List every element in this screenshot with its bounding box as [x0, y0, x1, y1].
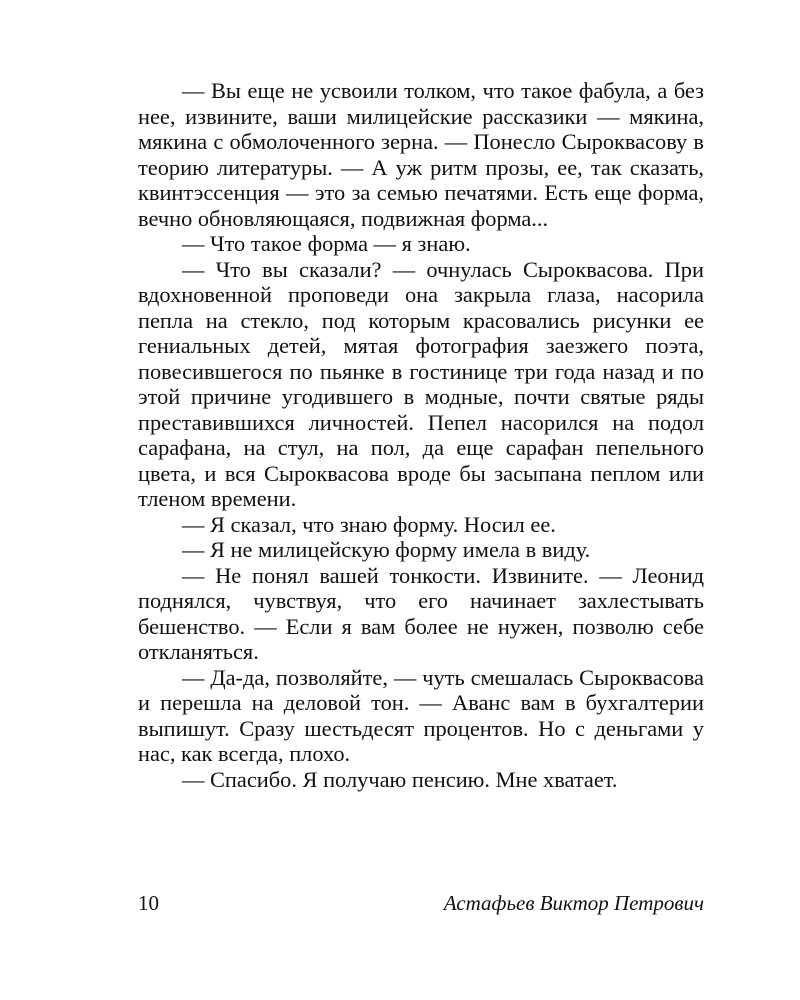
paragraph: — Спасибо. Я получаю пенсию. Мне хватает. — [182, 766, 618, 792]
paragraph: — Что вы сказали? — очнулась Сыроквасова. При вдохновенной проповеди она закрыла глаза, насорила пепла на стекло, под которым красовались рисунки ее гениальных детей, мятая фотография заезжего поэта, повесившегося по пьянке в гостинице три года назад и по этой причине угодившего в модные, почти святые ряды преставившихся личностей. Пепел насорился на подол сарафана, на стул, на пол, да еще сарафан пепельного цвета, и вся Сыроквасова вроде бы засыпана пеплом или тленом времени. — [138, 256, 704, 511]
running-title: Астафьев Виктор Петрович — [443, 891, 704, 915]
paragraph: — Да-да, позволяйте, — чуть смешалась Сыроквасова и перешла на деловой тон. — Аванс вам в бухгалтерии выпишут. Сразу шестьдесят процентов. Но с деньгами у нас, как всегда, плохо. — [138, 664, 704, 766]
paragraph: — Вы еще не усвоили толком, что такое фабула, а без нее, извините, ваши милицейские рассказики — мякина, мякина с обмолоченного зерна. — Понесло Сыроквасову в теорию литературы. — А уж ритм прозы, ее, так сказать, квинтэссенция — это за семью печатями. Есть еще форма, вечно обновляющаяся, подвижная форма... — [138, 78, 704, 231]
page-number: 10 — [138, 891, 159, 915]
paragraph: — Я не милицейскую форму имела в виду. — [182, 537, 591, 562]
paragraph: — Я сказал, что знаю форму. Носил ее. — [182, 511, 556, 537]
paragraph: — Что такое форма — я знаю. — [182, 231, 471, 256]
paragraph: — Не понял вашей тонкости. Извините. — Леонид поднялся, чувствуя, что его начинает захлестывать бешенство. — Если я вам более не нужен, позволю себе откланяться. — [138, 562, 704, 664]
page-body — [138, 78, 704, 792]
